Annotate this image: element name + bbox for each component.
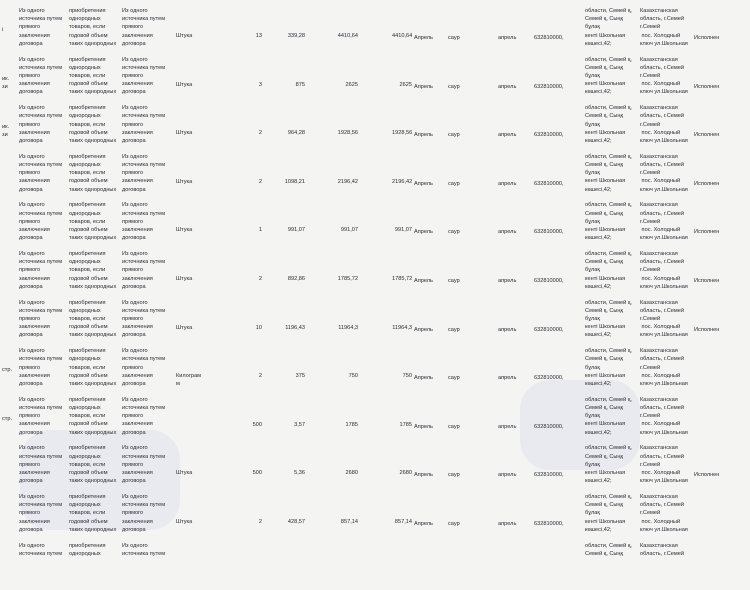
delivery-address-ru: Казахстанская область, г.Семей г.Семей пос. Холодный ключ ул.Школьная [640,202,688,242]
amount: 991,07 [340,227,358,234]
unit-price: 964,28 [287,130,305,137]
unit-price: 991,07 [287,227,305,234]
contract-type: Из одного источника путем прямого заключения договора [122,8,166,47]
status: Исполнен [694,326,720,333]
row-index: ик. зи [2,124,10,139]
table-row [0,541,750,590]
table-row [0,492,750,541]
kato-code: 632810000, [534,472,564,479]
purchase-method: Из одного источника путем прямого заключения договора [19,202,63,242]
quantity: 2 [258,130,262,137]
delivery-address-kz: области, Семей қ, Семей қ, Сыңқ бұлақ кенті Школьная көшесі,42; [585,105,632,144]
purchase-method: Из одного источника путем прямого заключения договора [19,8,63,47]
amount-total: 991,07 [394,227,412,234]
delivery-address-kz: области, Семей қ, Семей қ, Сыңқ бұлақ кенті Школьная көшесі,42; [585,445,632,485]
unit-price: 875 [295,81,305,88]
kato-code: 632810000, [534,229,564,236]
delivery-address-ru: Казахстанская область, г.Семей г.Семей пос. Холодный ключ ул.Школьная [640,396,688,436]
delivery-address-kz: области, Семей қ, Семей қ, Сыңқ бұлақ кенті Школьная көшесі,42; [585,299,632,339]
unit-of-measure: Штука [176,470,193,477]
amount-total: 1785 [399,421,412,428]
delivery-month: апрель [498,521,517,527]
month-kz: саур [448,132,460,139]
purchase-reason: приобретения однородных [69,542,106,557]
purchase-method: Из одного источника путем [19,542,63,557]
unit-price: 375 [295,373,305,380]
table-row [0,249,750,298]
purchase-method: Из одного источника путем прямого заключения договора [19,445,63,485]
contract-type: Из одного источника путем прямого заключения договора [122,445,166,485]
delivery-address-ru: Казахстанская область, г.Семей г.Семей пос. Холодный ключ ул.Школьная [640,56,688,96]
month: Апрель [414,423,433,430]
amount: 750 [348,373,358,380]
unit-of-measure: Штука [176,519,193,525]
delivery-address-ru: Казахстанская область, г.Семей г.Семей пос. Холодный ключ ул.Школьная [640,348,688,387]
purchase-reason: приобретения однородных товаров, если годовой объем таких однородных [69,105,117,144]
unit-price: 1098,21 [284,178,305,185]
purchase-method: Из одного источника путем прямого заключения договора [19,56,63,96]
quantity: 3 [258,81,262,88]
delivery-month: апрель [498,83,517,90]
unit-of-measure: Штука [176,81,193,88]
month: Апрель [414,472,433,479]
amount-total: 2196,42 [392,178,413,185]
month: Апрель [414,229,433,236]
table-row [0,346,750,395]
status: Исполнен [694,180,720,187]
amount-total: 2625 [399,81,412,88]
purchase-reason: приобретения однородных товаров, если годовой объем таких однородных [69,396,117,436]
row-index: i [2,27,4,33]
purchase-method: Из одного источника путем прямого заключения договора [19,494,63,533]
purchase-reason: приобретения однородных товаров, если годовой объем таких однородных [69,494,117,533]
month: Апрель [414,132,433,139]
amount: 2680 [345,470,358,477]
delivery-month: апрель [498,278,517,284]
quantity: 10 [255,324,262,331]
status: Исполнен [694,35,720,41]
amount-total: 857,14 [394,519,412,525]
purchase-method: Из одного источника путем прямого заключения договора [19,396,63,436]
delivery-address-kz: области, Семей қ, Семей қ, Сыңқ бұлақ кенті Школьная көшесі,42; [585,396,632,436]
amount: 1785 [345,421,358,428]
month-kz: саур [448,83,460,90]
contract-type: Из одного источника путем прямого заключения договора [122,348,166,387]
table-row [0,443,750,492]
unit-price: 3,57 [294,421,305,428]
delivery-address-ru: Казахстанская область, г.Семей г.Семей пос. Холодный ключ ул.Школьная [640,105,688,144]
month: Апрель [414,180,433,187]
delivery-month: апрель [498,423,517,430]
delivery-address-kz: области, Семей қ, Семей қ, Сыңқ бұлақ кенті Школьная көшесі,42; [585,348,632,387]
amount-total: 1928,56 [392,130,413,137]
kato-code: 632810000, [534,375,564,382]
kato-code: 632810000, [534,83,564,90]
month-kz: саур [448,472,460,479]
amount-total: 11964,3 [392,324,412,331]
delivery-month: апрель [498,229,517,236]
month: Апрель [414,326,433,333]
amount: 2625 [345,81,358,88]
purchase-method: Из одного источника путем прямого заключения договора [19,153,63,193]
quantity: 1 [258,227,262,234]
kato-code: 632810000, [534,180,564,187]
purchase-reason: приобретения однородных товаров, если годовой объем таких однородных [69,202,117,242]
purchase-reason: приобретения однородных товаров, если годовой объем таких однородных [69,8,117,47]
contract-type: Из одного источника путем [122,542,166,557]
contract-type: Из одного источника путем прямого заключения договора [122,396,166,436]
delivery-month: апрель [498,472,517,479]
row-index: ик. зи [2,75,10,90]
delivery-address-ru: Казахстанская область, г.Семей [640,542,684,557]
purchase-reason: приобретения однородных товаров, если годовой объем таких однородных [69,299,117,339]
quantity: 500 [252,470,262,477]
unit-price: 339,28 [287,33,305,39]
quantity: 2 [258,178,262,185]
status: Исполнен [694,472,720,479]
amount-total: 750 [402,373,412,380]
status: Исполнен [694,229,720,236]
quantity: 2 [258,373,262,380]
status: Исполнен [694,278,720,284]
amount-total: 1785,72 [392,276,413,282]
contract-type: Из одного источника путем прямого заключения договора [122,153,166,193]
month: Апрель [414,83,433,90]
unit-of-measure: Штука [176,178,193,185]
delivery-address-ru: Казахстанская область, г.Семей г.Семей пос. Холодный ключ ул.Школьная [640,299,688,339]
unit-of-measure: Штука [176,227,193,234]
delivery-month: апрель [498,35,517,41]
purchase-method: Из одного источника путем прямого заключения договора [19,251,63,290]
purchase-method: Из одного источника путем прямого заключения договора [19,105,63,144]
status: Исполнен [694,83,720,90]
contract-type: Из одного источника путем прямого заключения договора [122,251,166,290]
amount: 4410,64 [337,33,358,39]
unit-of-measure: Штука [176,33,193,39]
table-row [0,200,750,249]
amount-total: 4410,64 [392,33,413,39]
quantity: 500 [252,421,262,428]
purchase-reason: приобретения однородных товаров, если годовой объем таких однородных [69,153,117,193]
delivery-address-kz: области, Семей қ, Семей қ, Сыңқ бұлақ кенті Школьная көшесі,42; [585,153,632,193]
row-index: стр. [2,415,13,422]
kato-code: 632810000, [534,326,564,333]
month-kz: саур [448,521,460,527]
kato-code: 632810000, [534,521,564,527]
table-row [0,55,750,104]
delivery-address-ru: Казахстанская область, г.Семей г.Семей пос. Холодный ключ ул.Школьная [640,494,688,533]
table-row [0,298,750,347]
kato-code: 632810000, [534,423,564,430]
delivery-address-ru: Казахстанская область, г.Семей г.Семей пос. Холодный ключ ул.Школьная [640,153,688,193]
delivery-address-ru: Казахстанская область, г.Семей г.Семей пос. Холодный ключ ул.Школьная [640,8,688,47]
table-row [0,395,750,444]
unit-price: 1196,43 [285,324,305,331]
delivery-address-kz: области, Семей қ, Семей қ, Сыңқ бұлақ кенті Школьная көшесі,42; [585,202,632,242]
purchase-reason: приобретения однородных товаров, если годовой объем таких однородных [69,56,117,96]
unit-of-measure: Килограм м [176,373,201,388]
month-kz: саур [448,423,460,430]
purchase-method: Из одного источника путем прямого заключения договора [19,348,63,387]
month: Апрель [414,278,433,284]
kato-code: 632810000, [534,132,564,139]
contract-type: Из одного источника путем прямого заключения договора [122,56,166,96]
purchase-reason: приобретения однородных товаров, если годовой объем таких однородных [69,348,117,387]
contract-type: Из одного источника путем прямого заключения договора [122,494,166,533]
month-kz: саур [448,35,460,41]
delivery-address-ru: Казахстанская область, г.Семей г.Семей пос. Холодный ключ ул.Школьная [640,445,688,485]
month-kz: саур [448,180,460,187]
purchase-reason: приобретения однородных товаров, если годовой объем таких однородных [69,251,117,290]
delivery-address-kz: области, Семей қ, Семей қ, Сыңқ бұлақ кенті Школьная көшесі,42; [585,494,632,533]
amount: 2196,42 [337,178,358,185]
status: Исполнен [694,132,720,139]
month-kz: саур [448,375,460,382]
table-row [0,6,750,55]
purchase-method: Из одного источника путем прямого заключения договора [19,299,63,339]
delivery-address-kz: области, Семей қ, Семей қ, Сыңқ [585,542,632,557]
contract-type: Из одного источника путем прямого заключения договора [122,105,166,144]
delivery-month: апрель [498,326,517,333]
quantity: 2 [258,276,262,282]
amount: 1785,72 [337,276,358,282]
amount: 11964,3 [338,324,358,331]
delivery-address-ru: Казахстанская область, г.Семей г.Семей пос. Холодный ключ ул.Школьная [640,251,688,290]
unit-price: 5,36 [294,470,305,477]
unit-of-measure: Штука [176,276,193,282]
contract-type: Из одного источника путем прямого заключения договора [122,202,166,242]
delivery-address-kz: области, Семей қ, Семей қ, Сыңқ бұлақ кенті Школьная көшесі,42; [585,8,632,47]
unit-of-measure: Штука [176,324,193,331]
month: Апрель [414,375,433,382]
amount: 1928,56 [337,130,358,137]
month-kz: саур [448,278,460,284]
table-row [0,103,750,152]
kato-code: 632810000, [534,35,564,41]
row-index: стр. [2,367,13,374]
quantity: 13 [255,33,262,39]
contract-type: Из одного источника путем прямого заключения договора [122,299,166,339]
delivery-month: апрель [498,375,517,382]
amount-total: 2680 [399,470,412,477]
unit-price: 892,86 [287,276,305,282]
table-row [0,152,750,201]
month-kz: саур [448,229,460,236]
unit-price: 428,57 [287,519,305,525]
delivery-address-kz: области, Семей қ, Семей қ, Сыңқ бұлақ кенті Школьная көшесі,42; [585,251,632,290]
month-kz: саур [448,326,460,333]
delivery-month: апрель [498,180,517,187]
month: Апрель [414,521,433,527]
delivery-month: апрель [498,132,517,139]
delivery-address-kz: области, Семей қ, Семей қ, Сыңқ бұлақ кенті Школьная көшесі,42; [585,56,632,96]
month: Апрель [414,35,433,41]
unit-of-measure: Штука [176,130,193,137]
kato-code: 632810000, [534,278,564,284]
purchase-reason: приобретения однородных товаров, если годовой объем таких однородных [69,445,117,485]
amount: 857,14 [340,519,358,525]
quantity: 2 [258,519,262,525]
